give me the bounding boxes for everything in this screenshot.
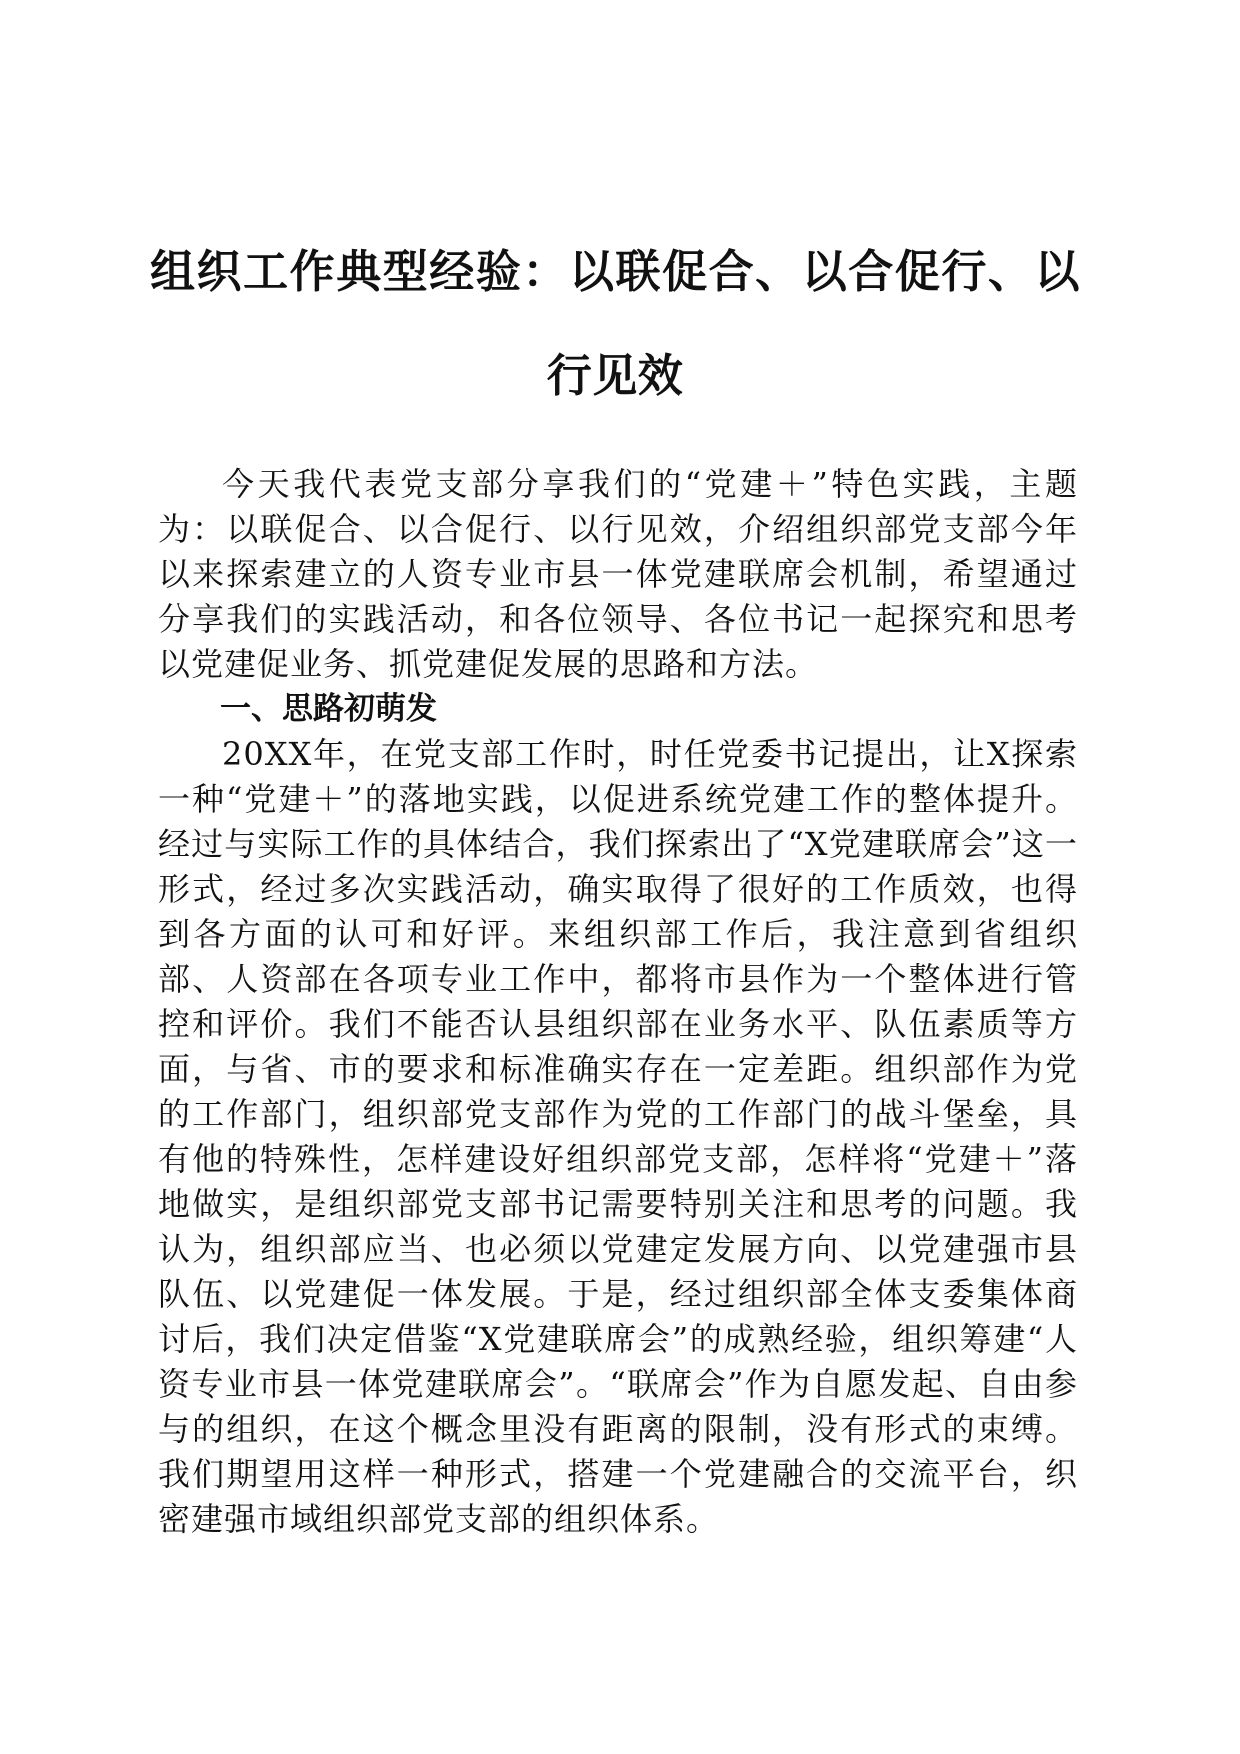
paragraph-intro: 今天我代表党支部分享我们的“党建＋”特色实践，主题为：以联促合、以合促行、以行见效，介绍组织部党支部今年以来探索建立的人资专业市县一体党建联席会机制，希望通过分享我们的实践活动，和各位领导、各位书记一起探究和思考以党建促业务、抓党建促发展的思路和方法。 [158,465,1078,683]
section-heading-1: 一、思路初萌发 [220,691,437,727]
document-body [158,462,1078,1542]
paragraph-section-1: 20XX年，在党支部工作时，时任党委书记提出，让X探索一种“党建＋”的落地实践，以促进系统党建工作的整体提升。经过与实际工作的具体结合，我们探索出了“X党建联席会”这一形式，经过多次实践活动，确实取得了很好的工作质效，也得到各方面的认可和好评。来组织部工作后，我注意到省组织部、人资部在各项专业工作中，都将市县作为一个整体进行管控和评价。我们不能否认县组织部在业务水平、队伍素质等方面，与省、市的要求和标准确实存在一定差距。组织部作为党的工作部门，组织部党支部作为党的工作部门的战斗堡垒，具有他的特殊性，怎样建设好组织部党支部，怎样将“党建＋”落地做实，是组织部党支部书记需要特别关注和思考的问题。我认为，组织部应当、也必须以党建定发展方向、以党建强市县队伍、以党建促一体发展。于是，经过组织部全体支委集体商讨后，我们决定借鉴“X党建联席会”的成熟经验，组织筹建“人资专业市县一体党建联席会”。“联席会”作为自愿发起、自由参与的组织，在这个概念里没有距离的限制，没有形式的束缚。我们期望用这样一种形式，搭建一个党建融合的交流平台，织密建强市域组织部党支部的组织体系。 [158,735,1078,1538]
document-title: 组织工作典型经验：以联促合、以合促行、以行见效 [150,245,1080,402]
